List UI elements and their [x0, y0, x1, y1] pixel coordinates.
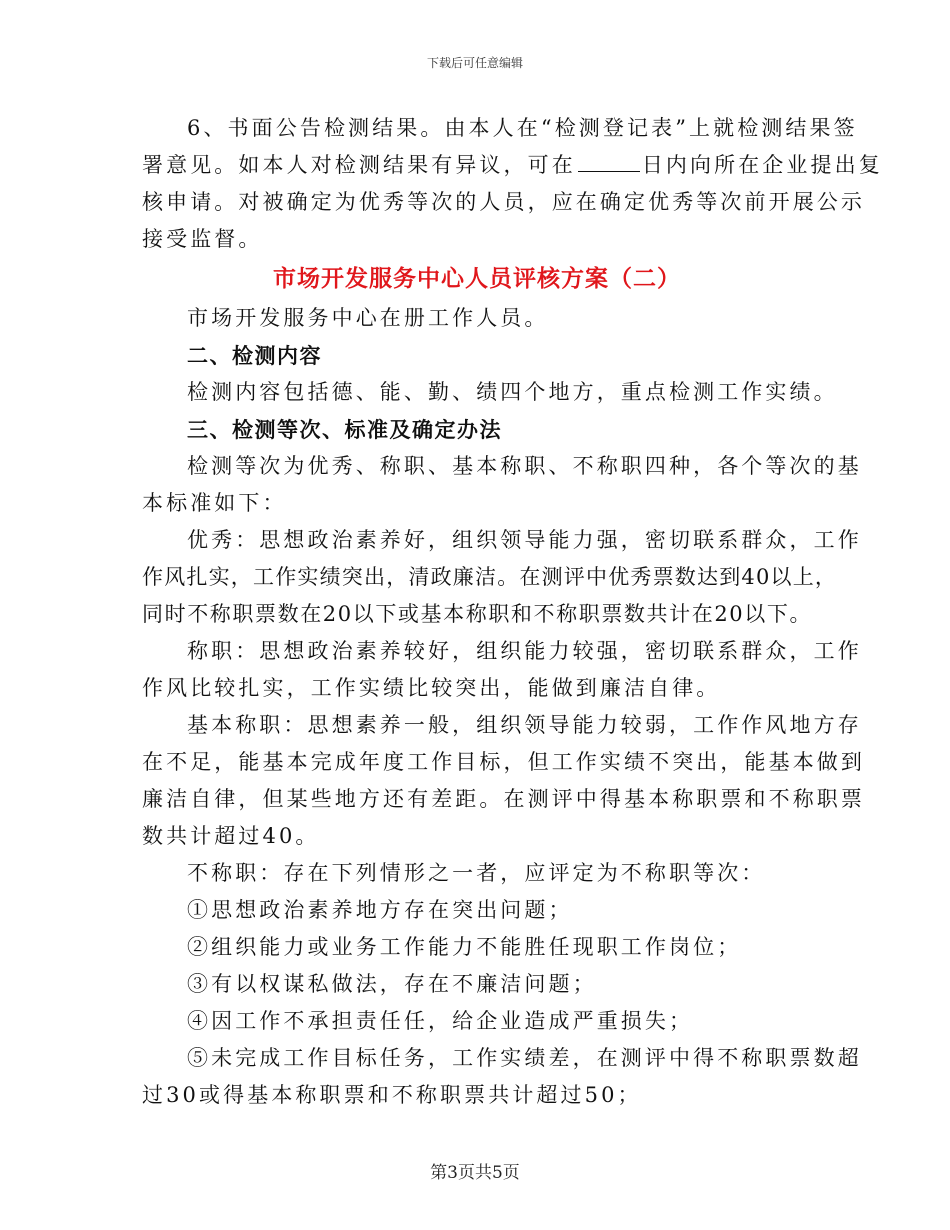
paragraph-line: 检测内容包括德、能、勤、绩四个地方，重点检测工作实绩。 — [187, 380, 838, 404]
document-title: 市场开发服务中心人员评核方案（二） — [273, 265, 681, 292]
paragraph-line: 不称职：存在下列情形之一者，应评定为不称职等次： — [187, 861, 766, 885]
paragraph-line: 接受监督。 — [142, 227, 263, 251]
paragraph-line: 核申请。对被确定为优秀等次的人员，应在确定优秀等次前开展公示 — [142, 190, 865, 214]
paragraph-line: 称职：思想政治素养较好，组织能力较强，密切联系群众，工作 — [187, 639, 862, 663]
text-segment: 日内向所在企业提出复 — [641, 153, 883, 177]
page-number: 第3页共5页 — [430, 1163, 520, 1183]
paragraph-line: 过30或得基本称职票和不称职票共计超过50； — [142, 1083, 642, 1107]
paragraph-line: 本标准如下： — [142, 491, 287, 515]
paragraph-line: 作风扎实，工作实绩突出，清政廉洁。在测评中优秀票数达到40以上， — [142, 565, 838, 589]
paragraph-line: 优秀：思想政治素养好，组织领导能力强，密切联系群众，工作 — [187, 528, 862, 552]
text-segment: 署意见。如本人对检测结果有异议，可在 — [142, 153, 576, 177]
list-item: ④因工作不承担责任任，给企业造成严重损失； — [187, 1009, 694, 1033]
paragraph-line: 基本称职：思想素养一般，组织领导能力较弱，工作作风地方存 — [187, 713, 862, 737]
document-body — [142, 110, 883, 1114]
list-item: ③有以权谋私做法，存在不廉洁问题； — [187, 972, 597, 996]
paragraph-line: 廉洁自律，但某些地方还有差距。在测评中得基本称职票和不称职票 — [142, 787, 865, 811]
fill-in-blank — [578, 153, 640, 172]
paragraph-line — [142, 147, 883, 184]
paragraph-line: 作风比较扎实，工作实绩比较突出，能做到廉洁自律。 — [142, 676, 721, 700]
paragraph-line: 检测等次为优秀、称职、基本称职、不称职四种，各个等次的基 — [187, 454, 862, 478]
section-heading: 三、检测等次、标准及确定办法 — [187, 417, 502, 442]
paragraph-line: 在不足，能基本完成年度工作目标，但工作实绩不突出，能基本做到 — [142, 750, 865, 774]
list-item: ⑤未完成工作目标任务，工作实绩差，在测评中得不称职票数超 — [187, 1046, 862, 1070]
paragraph-line: 数共计超过40。 — [142, 824, 320, 848]
section-heading: 二、检测内容 — [187, 343, 322, 368]
paragraph-line: 同时不称职票数在20以下或基本称职和不称职票数共计在20以下。 — [142, 602, 813, 626]
page-header-note: 下载后可任意编辑 — [426, 56, 523, 70]
paragraph-line: 6、书面公告检测结果。由本人在“检测登记表”上就检测结果签 — [187, 116, 858, 140]
list-item: ②组织能力或业务工作能力不能胜任现职工作岗位； — [187, 935, 742, 959]
list-item: ①思想政治素养地方存在突出问题； — [187, 898, 573, 922]
paragraph-line: 市场开发服务中心在册工作人员。 — [187, 306, 549, 330]
